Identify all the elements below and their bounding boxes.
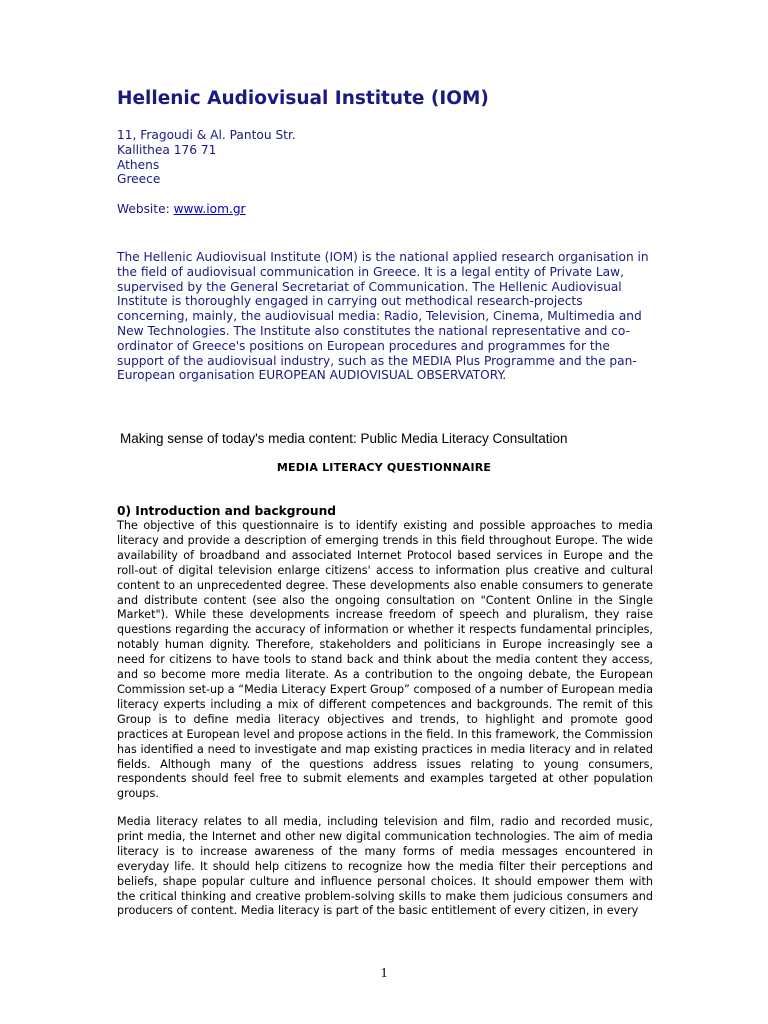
page-number: 1 — [380, 966, 388, 981]
address-line-district: Kallithea 176 71 — [117, 142, 217, 157]
website-link[interactable]: www.iom.gr — [173, 202, 246, 216]
section-heading: 0) Introduction and background — [117, 504, 336, 518]
address-line-country: Greece — [117, 172, 161, 187]
questionnaire-title: MEDIA LITERACY QUESTIONNAIRE — [276, 461, 492, 474]
consultation-title: Making sense of today's media content: Public Media Literacy Consultation — [120, 431, 568, 446]
institute-description: The Hellenic Audiovisual Institute (IOM) is the national applied research organisation in the field of audiovisual communication in Greece. It is a legal entity of Private Law, supervised by the General Secretariat of Communication. The Hellenic Audiovisual Institute is thoroughly engaged in carrying out methodical research-projects concerning, mainly, the audiovisual media: Radio, Television, Cinema, Multimedia and New Technologies. The Institute also constitutes the national representative and co-ordinator of Greece's positions on European procedures and programmes for the support of the audiovisual industry, such as the MEDIA Plus Programme and the pan-European organisation EUROPEAN AUDIOVISUAL OBSERVATORY. — [117, 250, 649, 383]
website-label: Website: — [117, 202, 174, 216]
intro-paragraph: The objective of this questionnaire is to identify existing and possible approaches to media literacy and provide a description of emerging trends in this field throughout Europe. The wide availability of broadband and associated Internet Protocol based services in Europe and the roll-out of digital television enlarge citizens' access to information plus creative and cultural content to an unprecedented degree. These developments also enable consumers to generate and distribute content (see also the ongoing consultation on "Content Online in the Single Market"). While these developments increase freedom of speech and pluralism, they raise questions regarding the accuracy of information or whether it respects fundamental principles, notably human dignity. Therefore, stakeholders and politicians in Europe increasingly see a need for citizens to have tools to stand back and think about the media content they access, and so become more media literate. As a contribution to the ongoing debate, the European Commission set-up a “Media Literacy Expert Group” composed of a number of European media literacy experts including a mix of different competences and backgrounds. The remit of this Group is to define media literacy objectives and trends, to highlight and promote good practices at European level and propose actions in the field. In this framework, the Commission has identified a need to investigate and map existing practices in media literacy and in related fields. Although many of the questions address issues relating to young consumers, respondents should feel free to submit elements and examples targeted at other population groups. — [117, 519, 653, 801]
address-line-street: 11, Fragoudi & Al. Pantou Str. — [117, 128, 296, 142]
address-block — [117, 128, 296, 187]
address-line-city: Athens — [117, 157, 160, 172]
media-literacy-paragraph: Media literacy relates to all media, including television and film, radio and recorded music, print media, the Internet and other new digital communication technologies. The aim of media literacy is to increase awareness of the many forms of media messages encountered in everyday life. It should help citizens to recognize how the media filter their perceptions and beliefs, shape popular culture and influence personal choices. It should empower them with the critical thinking and creative problem-solving skills to make them judicious consumers and producers of content. Media literacy is part of the basic entitlement of every citizen, in every — [117, 815, 653, 918]
website-line — [117, 202, 246, 216]
organisation-title: Hellenic Audiovisual Institute (IOM) — [117, 88, 489, 109]
